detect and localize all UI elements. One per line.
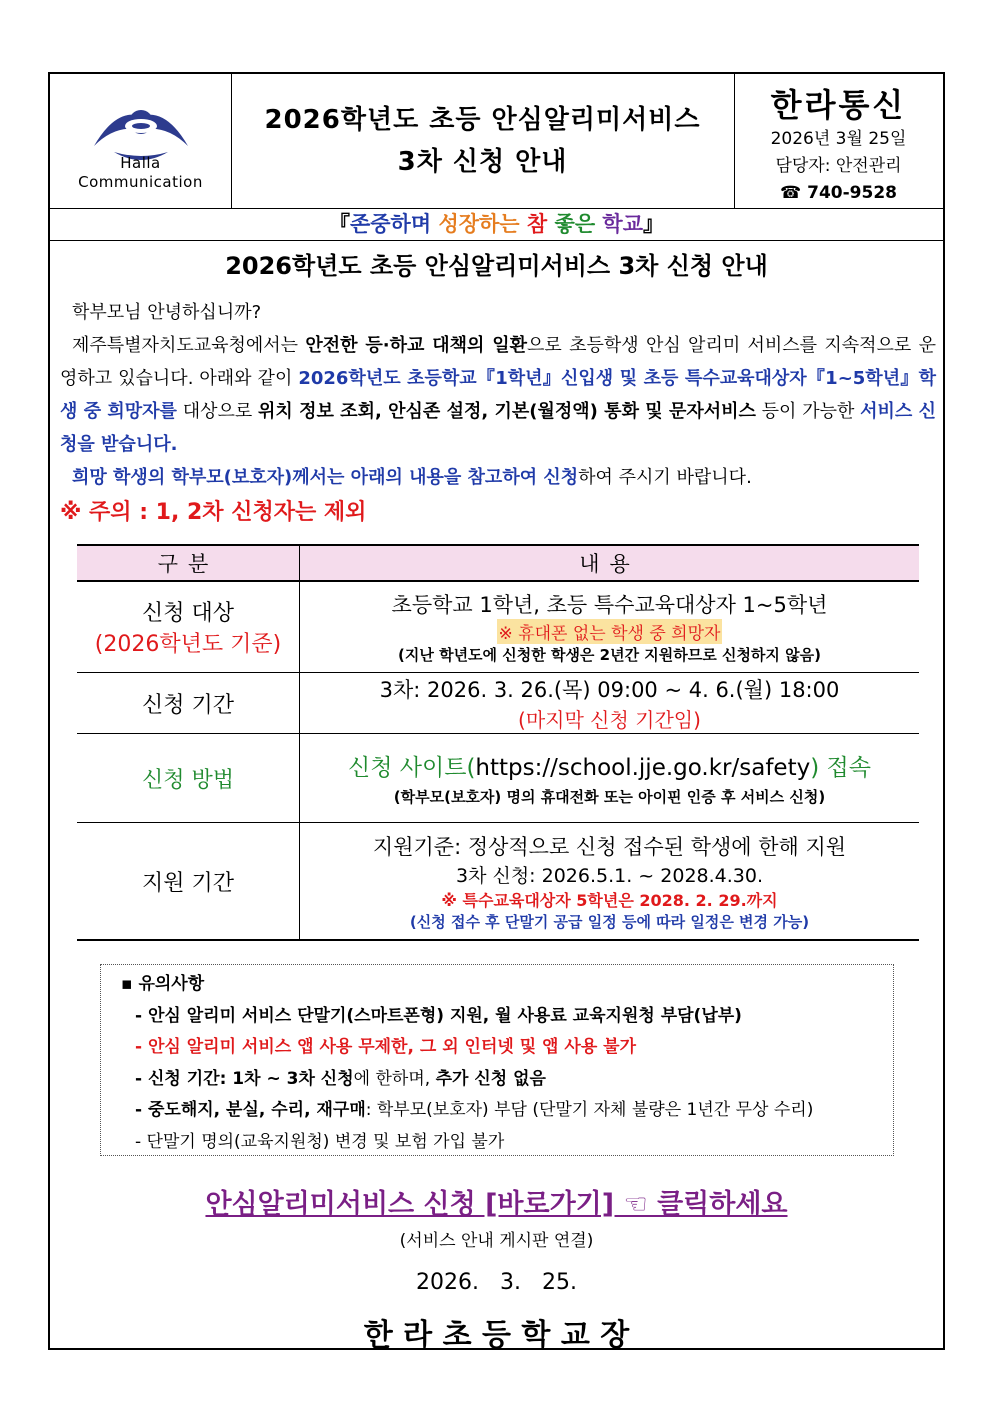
warning-text: ※ 주의 : 1, 2차 신청자는 제외 xyxy=(60,500,367,525)
table-row xyxy=(77,673,919,734)
publication-date: 2026년 3월 25일 xyxy=(770,129,907,149)
notice-title: ▪ 유의사항 xyxy=(121,974,205,994)
contact-person: 담당자: 안전관리 xyxy=(775,156,902,176)
principal-signature: 한 라 초 등 학 교 장 xyxy=(363,1318,630,1353)
logo-text-halla: Halla xyxy=(120,154,161,172)
slogan-bracket-close: 』 xyxy=(643,212,664,236)
slogan-word-4: 좋은 xyxy=(554,212,596,236)
row-label-method: 신청 방법 xyxy=(77,734,300,823)
application-link-text[interactable]: 안심알리미서비스 신청 [바로가기] ☜ 클릭하세요 xyxy=(205,1189,788,1220)
slogan-word-5: 학교 xyxy=(602,212,643,236)
school-slogan xyxy=(50,208,943,241)
link-subtext: (서비스 안내 게시판 연결) xyxy=(399,1231,594,1251)
table-row xyxy=(77,734,919,823)
issue-date: 2026. 3. 25. xyxy=(416,1270,577,1295)
notice-item: - 단말기 명의(교육지원청) 변경 및 보험 가입 불가 xyxy=(135,1131,505,1152)
notice-item: - 안심 알리미 서비스 단말기(스마트폰형) 지원, 월 사용료 교육지원청 부담(납부) xyxy=(135,1005,742,1026)
notice-item: - 중도해지, 분실, 수리, 재구매: 학부모(보호자) 부담 (단말기 자체 불량은 1년간 무상 수리) xyxy=(135,1100,814,1120)
slogan-word-2: 성장하는 xyxy=(438,212,520,236)
row-content-method: 신청 사이트(https://school.jje.go.kr/safety) 접속 (학부모(보호자) 명의 휴대전화 또는 아이핀 인증 후 서비스 신청) xyxy=(300,734,920,823)
intro-paragraph: 제주특별자치도교육청에서는 안전한 등·하교 대책의 일환으로 초등학생 안심 알리미 서비스를 지속적으로 운영하고 있습니다. 아래와 같이 2026학년도 초등학교『1학년』신입생 및 초등 특수교육대상자『1~5학년』학생 중 희망자를 대상으로 위치 정보 조회, 안심존 설정, 기본(월정액) 통화 및 문자서비스 등이 가능한 서비스 신청을 받습니다. xyxy=(60,335,937,455)
slogan-word-3: 참 xyxy=(526,212,548,236)
publication-name: 한라통신 xyxy=(770,86,907,124)
phone-icon: ☎ xyxy=(780,183,802,203)
greeting: 학부모님 안녕하십니까? xyxy=(72,302,262,323)
header xyxy=(50,74,943,209)
newsletter-frame xyxy=(48,72,945,1353)
row-label-support: 지원 기간 xyxy=(77,823,300,941)
row-content-target: 초등학교 1학년, 초등 특수교육대상자 1~5학년 ※ 휴대폰 없는 학생 중 희망자 (지난 학년도에 신청한 학생은 2년간 지원하므로 신청하지 않음) xyxy=(300,581,920,673)
table-row xyxy=(77,823,919,941)
row-label-period: 신청 기간 xyxy=(77,673,300,734)
notice-item: - 안심 알리미 서비스 앱 사용 무제한, 그 외 인터넷 및 앱 사용 불가 xyxy=(135,1037,637,1057)
row-content-period: 3차: 2026. 3. 26.(목) 09:00 ~ 4. 6.(월) 18:00 (마지막 신청 기간임) xyxy=(300,673,920,734)
phone-number xyxy=(734,180,943,207)
main-title: 2026학년도 초등 안심알리미서비스 3차 신청 안내 xyxy=(225,252,768,280)
document-title-line2: 3차 신청 안내 xyxy=(397,147,568,177)
notice-item: - 신청 기간: 1차 ~ 3차 신청에 한하며, 추가 신청 없음 xyxy=(135,1068,546,1089)
row-label-sub: (2026학년도 기준) xyxy=(94,632,282,657)
document-title xyxy=(231,74,735,208)
body-text xyxy=(60,296,936,532)
table-header-content: 내용 xyxy=(300,545,920,581)
logo-text-communication: Communication xyxy=(78,173,203,191)
slogan-bracket-open: 『 xyxy=(328,212,350,236)
phone-number-text: 740-9528 xyxy=(807,183,897,203)
application-site-link[interactable]: https://school.jje.go.kr/safety xyxy=(475,755,811,781)
notice-box xyxy=(100,964,894,1156)
row-label-text: 신청 대상 xyxy=(141,601,234,626)
document-title-line1: 2026학년도 초등 안심알리미서비스 xyxy=(264,105,701,135)
logo xyxy=(50,74,232,208)
application-link[interactable] xyxy=(50,1182,943,1221)
table-header-category: 구분 xyxy=(77,545,300,581)
request-paragraph: 희망 학생의 학부모(보호자)께서는 아래의 내용을 참고하여 신청하여 주시기 바랍니다. xyxy=(72,467,752,488)
table-row xyxy=(77,581,919,673)
application-table xyxy=(77,544,919,941)
publication-info xyxy=(734,74,943,208)
slogan-word-1: 존중하며 xyxy=(349,212,432,236)
row-label-target xyxy=(77,581,300,673)
table-header-row xyxy=(77,545,919,581)
row-content-support: 지원기준: 정상적으로 신청 접수된 학생에 한해 지원 3차 신청: 2026.5.1. ~ 2028.4.30. ※ 특수교육대상자 5학년은 2028. 2. 29.까지 (신청 접수 후 단말기 공급 일정 등에 따라 일정은 변경 가능) xyxy=(300,823,920,941)
